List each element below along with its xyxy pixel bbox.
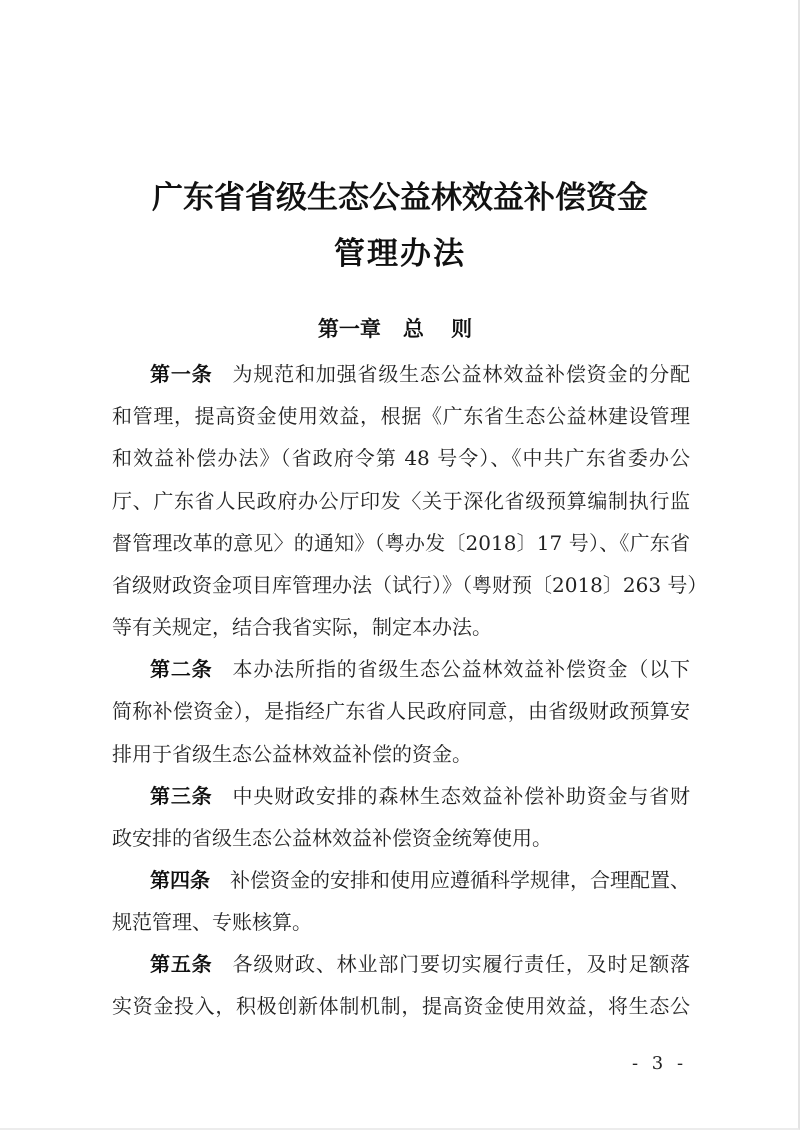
chapter-number: 第一章 [317,316,381,341]
article-2-line-2: 简称补偿资金），是指经广东省人民政府同意，由省级财政预算安 [112,699,690,723]
article-4-lead: 第四条 [150,868,210,892]
article-5-line-2: 实资金投入，积极创新体制机制，提高资金使用效益，将生态公 [112,994,690,1018]
article-4-text-1: 补偿资金的安排和使用应遵循科学规律，合理配置、 [230,868,690,892]
article-1-line-4: 厅、广东省人民政府办公厅印发〈关于深化省级预算编制执行监 [112,489,690,513]
chapter-heading [0,313,800,343]
article-1-line-6: 省级财政资金项目库管理办法（试行）》（粤财预〔2018〕263 号） [112,573,708,597]
article-2-line-3: 排用于省级生态公益林效益补偿的资金。 [112,742,472,766]
article-2-text-1: 本办法所指的省级生态公益林效益补偿资金（以下 [232,657,690,681]
article-1-line-3: 和效益补偿办法》（省政府令第 48 号令）、《中共广东省委办公 [112,446,690,470]
page-number: - 3 - [632,1053,688,1074]
article-1-lead: 第一条 [150,362,213,386]
article-2-lead: 第二条 [150,657,213,681]
article-1-line-7: 等有关规定，结合我省实际，制定本办法。 [112,615,492,639]
article-5-text-1: 各级财政、林业部门要切实履行责任，及时足额落 [232,952,690,976]
chapter-name: 总 则 [402,316,483,341]
article-5-lead: 第五条 [150,952,213,976]
document-title-line-2: 管理办法 [334,236,466,272]
article-1-line-5: 督管理改革的意见〉的通知》（粤办发〔2018〕17 号）、《广东省 [112,531,690,555]
article-2-line-1 [150,651,690,688]
article-1-line-1 [150,356,690,393]
article-4-line-2: 规范管理、专账核算。 [112,910,312,934]
article-1-line-2: 和管理，提高资金使用效益，根据《广东省生态公益林建设管理 [112,404,690,428]
article-5-line-1 [150,946,690,983]
article-4-line-1 [150,862,690,899]
document-title-line-1: 广东省省级生态公益林效益补偿资金 [152,180,648,216]
article-3-line-1 [150,778,690,815]
article-3-line-2: 政安排的省级生态公益林效益补偿资金统筹使用。 [112,826,552,850]
article-1-text-1: 为规范和加强省级生态公益林效益补偿资金的分配 [232,362,690,386]
article-3-lead: 第三条 [150,784,213,808]
article-3-text-1: 中央财政安排的森林生态效益补偿补助资金与省财 [232,784,690,808]
